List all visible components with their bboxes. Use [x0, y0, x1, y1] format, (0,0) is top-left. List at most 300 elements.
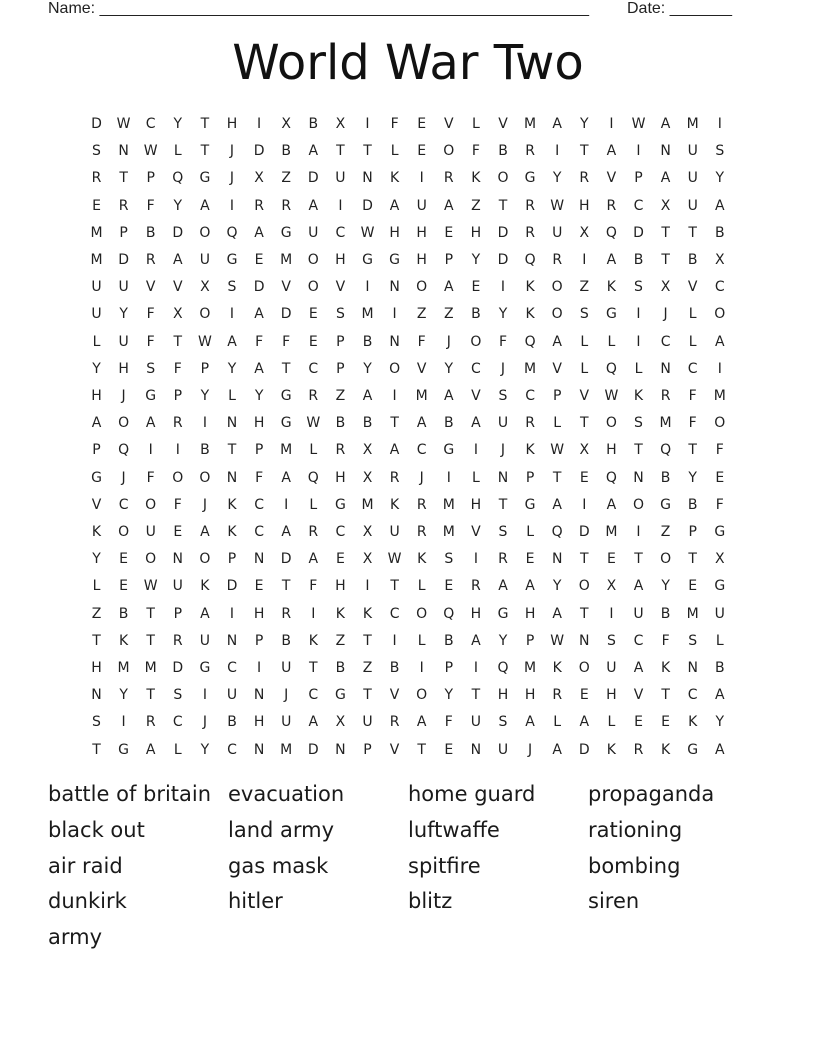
grid-letter: U [552, 224, 563, 241]
grid-letter: C [308, 360, 319, 377]
grid-letter: D [280, 551, 292, 568]
grid-letter: U [118, 279, 129, 296]
grid-row [83, 247, 743, 274]
word-bank-item: propaganda [588, 782, 715, 806]
grid-letter: N [497, 469, 509, 486]
grid-letter: A [254, 360, 264, 377]
word-bank-item: spitfire [408, 853, 481, 878]
grid-letter: Z [579, 279, 590, 296]
grid-letter: G [687, 741, 699, 758]
grid-letter: Y [227, 360, 237, 377]
grid-letter: B [281, 632, 291, 649]
grid-letter: F [255, 469, 264, 486]
grid-letter: T [309, 660, 318, 676]
grid-letter: L [580, 333, 589, 350]
grid-letter: A [416, 714, 427, 731]
grid-letter: I [500, 279, 506, 296]
grid-letter: P [336, 360, 345, 377]
grid-letter: T [92, 632, 101, 649]
grid-letter: G [524, 496, 536, 513]
grid-letter: L [553, 714, 562, 731]
grid-row [83, 465, 743, 492]
grid-letter: R [281, 605, 292, 622]
grid-letter: B [443, 415, 454, 432]
grid-letter: M [605, 524, 618, 540]
grid-letter: Q [118, 442, 130, 459]
grid-letter: T [336, 143, 345, 160]
grid-letter: V [145, 279, 156, 296]
grid-letter: R [172, 632, 183, 649]
grid-letter: I [419, 660, 424, 676]
grid-letter: O [389, 360, 401, 377]
grid-letter: A [281, 469, 291, 486]
grid-letter: B [660, 605, 671, 622]
grid-letter: E [254, 252, 264, 268]
grid-letter: U [145, 524, 156, 540]
grid-letter: X [362, 469, 373, 486]
grid-letter: M [90, 252, 103, 268]
grid-letter: N [389, 279, 400, 296]
grid-letter: V [498, 116, 508, 132]
word-bank-item: evacuation [228, 782, 345, 806]
word-bank-item: land army [228, 817, 335, 842]
grid-letter: A [173, 252, 183, 268]
grid-letter: N [118, 143, 129, 160]
grid-letter: B [389, 660, 400, 676]
grid-letter: O [714, 415, 726, 432]
grid-letter: I [473, 551, 478, 568]
grid-letter: B [281, 143, 291, 160]
grid-letter: M [713, 388, 726, 404]
grid-letter: Q [226, 224, 238, 241]
grid-letter: N [687, 660, 698, 676]
grid-letter: T [200, 116, 210, 132]
grid-letter: Q [172, 170, 184, 187]
grid-letter: Z [335, 632, 346, 649]
grid-letter: C [227, 660, 237, 676]
grid-letter: L [580, 360, 589, 377]
grid-letter: Z [660, 524, 671, 540]
grid-letter: K [606, 279, 616, 296]
grid-letter: L [92, 333, 101, 350]
grid-letter: H [470, 224, 482, 241]
grid-row [83, 356, 743, 383]
grid-letter: Q [605, 360, 617, 377]
grid-letter: H [91, 660, 102, 676]
grid-letter: A [552, 333, 562, 350]
grid-letter: Y [254, 388, 264, 404]
grid-letter: J [528, 741, 533, 758]
grid-letter: W [387, 551, 402, 568]
grid-letter: O [632, 496, 645, 513]
grid-letter: J [121, 469, 126, 486]
grid-letter: Z [471, 197, 481, 214]
grid-letter: N [389, 333, 400, 350]
grid-letter: D [497, 252, 509, 268]
grid-letter: C [633, 197, 644, 214]
grid-letter: O [551, 306, 563, 323]
grid-letter: Q [551, 524, 563, 540]
grid-letter: A [281, 524, 291, 540]
date-field-label: Date: _______ [627, 0, 732, 17]
grid-letter: U [687, 197, 698, 214]
grid-letter: I [392, 632, 397, 649]
grid-letter: P [173, 605, 183, 622]
grid-letter: W [306, 415, 321, 432]
grid-letter: B [633, 252, 644, 268]
grid-letter: U [362, 714, 373, 731]
grid-letter: K [335, 605, 345, 622]
grid-letter: O [578, 660, 590, 676]
grid-letter: A [471, 415, 481, 432]
grid-letter: E [417, 116, 427, 132]
grid-letter: D [118, 252, 129, 268]
grid-letter: E [119, 551, 129, 568]
grid-letter: S [335, 306, 345, 323]
grid-letter: D [280, 306, 292, 323]
grid-letter: I [284, 496, 289, 513]
grid-letter: V [389, 741, 400, 758]
grid-letter: A [606, 252, 617, 268]
grid-letter: B [443, 632, 454, 649]
grid-letter: N [633, 469, 644, 486]
grid-letter: A [606, 496, 617, 513]
grid-letter: Y [498, 306, 508, 323]
grid-letter: G [145, 388, 157, 404]
grid-letter: A [579, 714, 590, 731]
grid-letter: Y [92, 360, 101, 377]
grid-letter: I [338, 197, 343, 214]
word-bank-item: bombing [588, 853, 681, 878]
grid-letter: I [636, 143, 641, 160]
grid-letter: K [362, 605, 373, 622]
grid-letter: Y [715, 170, 725, 187]
grid-letter: T [634, 442, 643, 459]
grid-letter: T [390, 415, 399, 432]
grid-letter: I [419, 170, 424, 187]
grid-letter: B [714, 224, 725, 241]
grid-letter: L [526, 524, 534, 540]
grid-letter: B [118, 605, 129, 622]
grid-letter: F [282, 333, 291, 350]
grid-letter: J [229, 170, 235, 187]
grid-letter: A [444, 197, 454, 214]
grid-letter: U [416, 197, 427, 214]
grid-letter: F [173, 360, 182, 377]
grid-row [83, 274, 743, 301]
grid-letter: K [200, 578, 210, 595]
grid-letter: G [280, 415, 292, 432]
grid-letter: H [524, 605, 536, 622]
grid-letter: G [362, 252, 373, 268]
grid-letter: A [606, 143, 617, 160]
grid-letter: R [525, 197, 535, 214]
grid-letter: I [392, 388, 397, 404]
grid-letter: O [199, 306, 211, 323]
grid-letter: Z [91, 605, 102, 622]
grid-letter: S [715, 143, 725, 160]
grid-letter: R [633, 741, 644, 758]
grid-letter: D [172, 224, 184, 241]
grid-letter: U [199, 632, 211, 649]
grid-letter: K [91, 524, 102, 540]
grid-letter: I [717, 360, 722, 377]
grid-letter: I [365, 279, 370, 296]
grid-letter: X [335, 116, 346, 132]
grid-letter: U [281, 714, 292, 731]
grid-letter: W [143, 578, 158, 595]
grid-letter: A [444, 388, 454, 404]
grid-letter: T [661, 224, 670, 241]
grid-letter: Q [605, 469, 617, 486]
grid-letter: O [443, 143, 455, 160]
grid-letter: G [199, 170, 211, 187]
grid-letter: R [525, 224, 535, 241]
grid-letter: B [498, 143, 508, 160]
grid-letter: M [442, 496, 455, 513]
grid-letter: V [606, 170, 617, 187]
grid-letter: M [361, 306, 374, 323]
grid-letter: E [92, 197, 101, 214]
grid-letter: L [688, 306, 697, 323]
grid-letter: V [471, 524, 481, 540]
grid-letter: E [606, 551, 616, 568]
grid-letter: P [444, 660, 454, 676]
grid-letter: R [579, 170, 590, 187]
grid-letter: P [525, 632, 535, 649]
grid-letter: A [200, 605, 210, 622]
grid-letter: B [687, 252, 698, 268]
grid-letter: I [473, 442, 478, 459]
grid-letter: P [146, 170, 155, 187]
grid-letter: S [634, 279, 643, 296]
grid-letter: U [470, 714, 482, 731]
grid-letter: D [226, 578, 238, 595]
grid-letter: R [660, 388, 671, 404]
grid-letter: T [200, 143, 210, 160]
grid-letter: D [578, 524, 590, 540]
grid-letter: W [116, 116, 131, 132]
grid-letter: T [498, 496, 508, 513]
grid-letter: G [389, 252, 401, 268]
grid-letter: O [416, 605, 428, 622]
grid-letter: M [686, 116, 699, 132]
grid-letter: L [309, 442, 318, 459]
grid-letter: I [121, 714, 126, 731]
word-bank-item: home guard [408, 782, 536, 806]
word-bank-item: dunkirk [48, 889, 127, 914]
grid-letter: E [525, 551, 535, 568]
grid-letter: J [202, 714, 207, 731]
grid-letter: H [470, 605, 482, 622]
grid-letter: E [417, 143, 427, 160]
grid-letter: I [229, 197, 235, 214]
grid-row [83, 383, 743, 410]
grid-letter: G [118, 741, 130, 758]
grid-letter: C [714, 279, 725, 296]
grid-letter: D [307, 170, 319, 187]
grid-letter: N [226, 632, 238, 649]
grid-letter: O [660, 551, 672, 568]
grid-letter: H [335, 578, 346, 595]
grid-letter: F [255, 333, 264, 350]
grid-letter: P [200, 360, 210, 377]
grid-letter: U [389, 524, 400, 540]
grid-letter: I [609, 605, 614, 622]
grid-letter: Q [524, 252, 536, 268]
grid-letter: U [606, 660, 617, 676]
grid-letter: N [660, 360, 671, 377]
grid-letter: F [661, 632, 670, 649]
grid-letter: N [226, 415, 238, 432]
grid-row [83, 165, 743, 192]
grid-letter: O [470, 333, 482, 350]
grid-letter: G [91, 469, 102, 486]
grid-letter: A [308, 197, 319, 214]
grid-letter: K [308, 632, 318, 649]
grid-letter: Y [688, 469, 697, 486]
grid-letter: L [390, 143, 399, 160]
grid-letter: G [334, 496, 346, 513]
grid-letter: X [281, 116, 291, 132]
grid-letter: R [145, 714, 156, 731]
grid-letter: X [173, 306, 183, 323]
grid-letter: W [143, 143, 158, 160]
grid-letter: A [444, 279, 454, 296]
grid-letter: S [92, 714, 101, 731]
grid-letter: T [688, 442, 697, 459]
grid-letter: T [580, 415, 589, 432]
grid-letter: A [362, 388, 373, 404]
word-bank-item: air raid [48, 853, 123, 878]
grid-letter: T [390, 578, 399, 595]
grid-letter: H [524, 687, 536, 704]
grid-letter: L [553, 415, 562, 432]
grid-letter: I [175, 442, 180, 459]
grid-letter: G [280, 224, 292, 241]
grid-letter: E [119, 578, 129, 595]
grid-letter: O [199, 224, 211, 241]
grid-letter: K [119, 632, 129, 649]
grid-letter: W [197, 333, 212, 350]
grid-letter: V [335, 279, 346, 296]
grid-letter: L [607, 714, 616, 731]
grid-letter: Q [443, 605, 455, 622]
grid-letter: Q [605, 224, 617, 241]
grid-letter: I [311, 605, 316, 622]
grid-row [83, 111, 743, 138]
grid-letter: A [660, 170, 671, 187]
grid-letter: T [471, 687, 481, 704]
grid-letter: R [118, 197, 129, 214]
grid-letter: A [552, 116, 562, 132]
grid-letter: U [308, 224, 319, 241]
grid-letter: C [145, 116, 156, 132]
grid-letter: Z [281, 170, 291, 187]
grid-letter: F [715, 442, 724, 459]
grid-letter: F [688, 388, 697, 404]
grid-letter: A [389, 197, 400, 214]
grid-row [83, 329, 743, 356]
grid-letter: L [471, 116, 480, 132]
grid-letter: M [415, 388, 428, 404]
grid-letter: I [257, 660, 262, 676]
grid-letter: M [90, 224, 103, 241]
word-bank-item: blitz [408, 889, 453, 914]
grid-letter: N [660, 143, 671, 160]
grid-letter: E [308, 333, 318, 350]
grid-letter: E [579, 687, 589, 704]
grid-letter: E [715, 469, 725, 486]
grid-letter: N [172, 551, 184, 568]
grid-letter: G [714, 524, 726, 540]
grid-letter: B [687, 496, 698, 513]
grid-letter: R [281, 197, 292, 214]
grid-letter: L [173, 143, 182, 160]
grid-letter: S [606, 632, 616, 649]
grid-letter: U [714, 605, 725, 622]
grid-letter: B [227, 714, 237, 731]
grid-letter: T [363, 632, 372, 649]
grid-row [83, 709, 743, 736]
grid-letter: R [416, 524, 427, 540]
grid-letter: P [173, 388, 183, 404]
grid-letter: S [579, 306, 589, 323]
grid-letter: B [308, 116, 319, 132]
grid-letter: V [389, 687, 400, 704]
grid-letter: R [416, 496, 427, 513]
grid-row [83, 301, 743, 328]
grid-letter: N [253, 741, 265, 758]
grid-letter: B [714, 660, 725, 676]
grid-letter: U [633, 605, 644, 622]
grid-letter: S [498, 714, 508, 731]
grid-letter: T [580, 551, 589, 568]
grid-letter: O [416, 687, 428, 704]
grid-letter: C [471, 360, 481, 377]
grid-letter: B [362, 415, 373, 432]
grid-letter: T [227, 442, 237, 459]
name-field-label: Name: _______________________________________________________ [48, 0, 589, 17]
grid-letter: K [525, 442, 535, 459]
grid-letter: X [606, 578, 617, 595]
grid-letter: A [200, 524, 210, 540]
grid-letter: Z [362, 660, 373, 676]
grid-letter: P [254, 442, 264, 459]
grid-letter: F [146, 333, 155, 350]
grid-letter: O [307, 252, 319, 268]
grid-row [83, 519, 743, 546]
grid-letter: X [660, 197, 671, 214]
grid-letter: Y [92, 551, 101, 568]
grid-letter: I [636, 333, 641, 350]
word-bank-item: hitler [228, 889, 283, 914]
grid-letter: U [687, 143, 698, 160]
grid-letter: F [309, 578, 318, 595]
grid-letter: U [172, 578, 183, 595]
grid-letter: M [686, 605, 699, 622]
grid-row [83, 601, 743, 628]
grid-letter: Y [200, 388, 210, 404]
grid-letter: E [254, 578, 264, 595]
grid-letter: I [636, 524, 641, 540]
grid-letter: P [634, 170, 643, 187]
grid-letter: Y [200, 741, 210, 758]
grid-letter: C [335, 224, 346, 241]
grid-letter: L [228, 388, 236, 404]
grid-letter: D [362, 197, 373, 214]
grid-letter: T [634, 551, 643, 568]
